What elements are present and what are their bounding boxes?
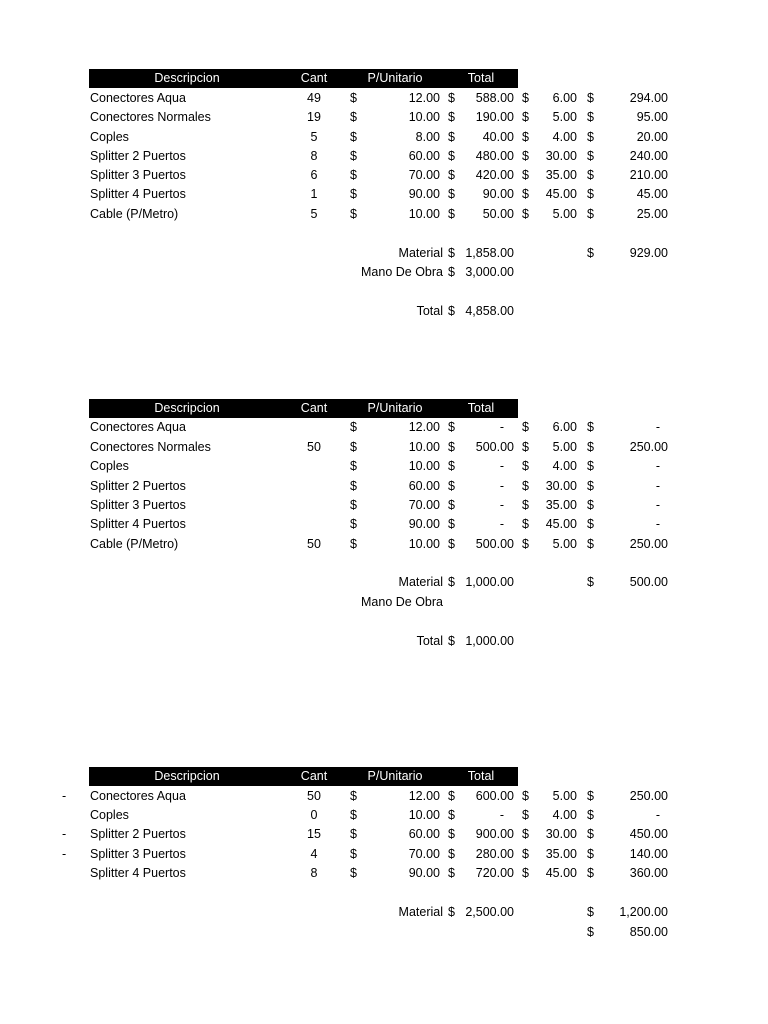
item-total: 588.00 — [475, 91, 514, 105]
item-unit-price: 60.00 — [408, 479, 440, 493]
item-total: - — [499, 808, 504, 822]
item-secondary-unit: 4.00 — [552, 130, 577, 144]
row-marker: - — [62, 847, 67, 861]
table-row — [0, 496, 768, 515]
item-total: 500.00 — [475, 537, 514, 551]
currency-symbol: $ — [448, 149, 455, 163]
item-description: Splitter 3 Puertos — [90, 498, 186, 512]
summary-value: 2,500.00 — [465, 905, 514, 919]
table-row — [0, 438, 768, 457]
item-description: Splitter 4 Puertos — [90, 517, 186, 531]
summary-label: Mano De Obra — [361, 595, 443, 609]
header-cant: Cant — [300, 401, 328, 415]
currency-symbol: $ — [522, 479, 529, 493]
row-marker — [62, 864, 72, 883]
item-description: Coples — [90, 459, 129, 473]
table-row — [0, 535, 768, 554]
item-secondary-total: - — [655, 517, 660, 531]
table-row — [0, 806, 768, 825]
item-total: - — [499, 420, 504, 434]
item-secondary-unit: 6.00 — [552, 420, 577, 434]
item-total: 500.00 — [475, 440, 514, 454]
currency-symbol: $ — [350, 459, 357, 473]
currency-symbol: $ — [448, 246, 455, 260]
currency-symbol: $ — [350, 808, 357, 822]
item-total: - — [499, 517, 504, 531]
item-quantity: 1 — [310, 187, 318, 201]
item-description: Conectores Aqua — [90, 91, 186, 105]
table-row — [0, 185, 768, 204]
item-total: - — [499, 479, 504, 493]
item-description: Splitter 3 Puertos — [90, 847, 186, 861]
summary-row — [0, 632, 768, 651]
item-quantity — [294, 457, 334, 476]
item-total: - — [499, 498, 504, 512]
currency-symbol: $ — [448, 168, 455, 182]
item-secondary-unit: 35.00 — [545, 847, 577, 861]
item-unit-price: 70.00 — [408, 498, 440, 512]
item-secondary-total: - — [655, 808, 660, 822]
currency-symbol: $ — [522, 847, 529, 861]
currency-symbol: $ — [448, 187, 455, 201]
currency-symbol: $ — [448, 440, 455, 454]
item-description: Conectores Aqua — [90, 789, 186, 803]
header-total: Total — [467, 769, 495, 783]
currency-symbol: $ — [350, 537, 357, 551]
item-secondary-unit: 45.00 — [545, 517, 577, 531]
currency-symbol: $ — [587, 110, 594, 124]
currency-symbol: $ — [350, 440, 357, 454]
item-description: Conectores Aqua — [90, 420, 186, 434]
table-row — [0, 89, 768, 108]
currency-symbol: $ — [350, 91, 357, 105]
header-descripcion: Descripcion — [154, 769, 220, 783]
table-row — [0, 864, 768, 883]
item-secondary-unit: 5.00 — [552, 789, 577, 803]
currency-symbol: $ — [350, 420, 357, 434]
item-description: Splitter 2 Puertos — [90, 479, 186, 493]
summary-label: Material — [398, 246, 443, 260]
currency-symbol: $ — [522, 827, 529, 841]
currency-symbol: $ — [448, 304, 455, 318]
currency-symbol: $ — [448, 575, 455, 589]
item-unit-price: 90.00 — [408, 866, 440, 880]
table-row — [0, 515, 768, 534]
item-secondary-total: 25.00 — [636, 207, 668, 221]
table-row — [0, 845, 768, 864]
currency-symbol: $ — [350, 149, 357, 163]
currency-symbol: $ — [448, 537, 455, 551]
item-unit-price: 10.00 — [408, 537, 440, 551]
summary-side-value: 850.00 — [629, 925, 668, 939]
item-secondary-unit: 5.00 — [552, 537, 577, 551]
item-secondary-total: 360.00 — [629, 866, 668, 880]
currency-symbol: $ — [587, 149, 594, 163]
item-secondary-unit: 5.00 — [552, 440, 577, 454]
header-p-unitario: P/Unitario — [367, 401, 423, 415]
currency-symbol: $ — [522, 110, 529, 124]
currency-symbol: $ — [587, 498, 594, 512]
item-total: 900.00 — [475, 827, 514, 841]
item-secondary-unit: 35.00 — [545, 498, 577, 512]
item-secondary-total: 250.00 — [629, 537, 668, 551]
currency-symbol: $ — [448, 91, 455, 105]
summary-label: Mano De Obra — [361, 265, 443, 279]
summary-row — [0, 593, 768, 612]
currency-symbol: $ — [448, 207, 455, 221]
item-description: Coples — [90, 808, 129, 822]
table-header — [0, 69, 768, 88]
table-row — [0, 166, 768, 185]
currency-symbol: $ — [448, 808, 455, 822]
currency-symbol: $ — [587, 479, 594, 493]
summary-value: 1,000.00 — [465, 575, 514, 589]
currency-symbol: $ — [350, 847, 357, 861]
item-secondary-total: - — [655, 479, 660, 493]
item-description: Cable (P/Metro) — [90, 537, 179, 551]
item-unit-price: 10.00 — [408, 207, 440, 221]
summary-value: 4,858.00 — [465, 304, 514, 318]
table-row — [0, 418, 768, 437]
table-row — [0, 457, 768, 476]
currency-symbol: $ — [587, 246, 594, 260]
currency-symbol: $ — [448, 866, 455, 880]
currency-symbol: $ — [448, 517, 455, 531]
currency-symbol: $ — [587, 91, 594, 105]
currency-symbol: $ — [522, 130, 529, 144]
item-secondary-total: - — [655, 459, 660, 473]
item-quantity: 8 — [310, 149, 318, 163]
item-secondary-total: 20.00 — [636, 130, 668, 144]
item-secondary-unit: 45.00 — [545, 866, 577, 880]
item-unit-price: 10.00 — [408, 459, 440, 473]
summary-side-value: 929.00 — [629, 246, 668, 260]
header-p-unitario: P/Unitario — [367, 71, 423, 85]
row-marker: - — [62, 789, 67, 803]
item-description: Splitter 4 Puertos — [90, 866, 186, 880]
item-secondary-total: 250.00 — [629, 789, 668, 803]
currency-symbol: $ — [448, 479, 455, 493]
summary-side-value: 1,200.00 — [619, 905, 668, 919]
item-quantity: 50 — [307, 789, 321, 803]
currency-symbol: $ — [522, 866, 529, 880]
row-marker: - — [62, 827, 67, 841]
table-row — [0, 108, 768, 127]
currency-symbol: $ — [522, 149, 529, 163]
currency-symbol: $ — [350, 789, 357, 803]
item-description: Splitter 4 Puertos — [90, 187, 186, 201]
table-row — [0, 205, 768, 224]
item-description: Cable (P/Metro) — [90, 207, 179, 221]
header-descripcion: Descripcion — [154, 71, 220, 85]
table-row — [0, 477, 768, 496]
item-total: 600.00 — [475, 789, 514, 803]
item-secondary-total: 45.00 — [636, 187, 668, 201]
item-quantity: 4 — [310, 847, 318, 861]
summary-value: 3,000.00 — [465, 265, 514, 279]
summary-row — [0, 923, 768, 942]
currency-symbol: $ — [587, 537, 594, 551]
item-secondary-unit: 30.00 — [545, 827, 577, 841]
item-secondary-total: 450.00 — [629, 827, 668, 841]
currency-symbol: $ — [448, 459, 455, 473]
currency-symbol: $ — [587, 517, 594, 531]
currency-symbol: $ — [448, 827, 455, 841]
currency-symbol: $ — [350, 207, 357, 221]
header-p-unitario: P/Unitario — [367, 769, 423, 783]
item-unit-price: 90.00 — [408, 517, 440, 531]
currency-symbol: $ — [448, 789, 455, 803]
item-total: 190.00 — [475, 110, 514, 124]
summary-label: Material — [398, 575, 443, 589]
currency-symbol: $ — [522, 537, 529, 551]
item-secondary-total: 210.00 — [629, 168, 668, 182]
currency-symbol: $ — [587, 925, 594, 939]
header-total: Total — [467, 401, 495, 415]
item-unit-price: 12.00 — [408, 789, 440, 803]
currency-symbol: $ — [587, 847, 594, 861]
header-descripcion: Descripcion — [154, 401, 220, 415]
currency-symbol: $ — [522, 168, 529, 182]
currency-symbol: $ — [350, 479, 357, 493]
item-quantity: 8 — [310, 866, 318, 880]
currency-symbol: $ — [350, 168, 357, 182]
currency-symbol: $ — [448, 847, 455, 861]
item-unit-price: 90.00 — [408, 187, 440, 201]
summary-value: 1,858.00 — [465, 246, 514, 260]
item-description: Conectores Normales — [90, 440, 211, 454]
item-unit-price: 70.00 — [408, 847, 440, 861]
currency-symbol: $ — [587, 905, 594, 919]
item-unit-price: 60.00 — [408, 149, 440, 163]
item-secondary-unit: 5.00 — [552, 110, 577, 124]
item-secondary-unit: 4.00 — [552, 808, 577, 822]
currency-symbol: $ — [522, 498, 529, 512]
summary-row — [0, 573, 768, 592]
header-cant: Cant — [300, 71, 328, 85]
item-secondary-total: - — [655, 498, 660, 512]
item-secondary-unit: 30.00 — [545, 479, 577, 493]
currency-symbol: $ — [350, 498, 357, 512]
currency-symbol: $ — [448, 130, 455, 144]
currency-symbol: $ — [587, 827, 594, 841]
currency-symbol: $ — [350, 517, 357, 531]
item-quantity: 0 — [310, 808, 318, 822]
item-secondary-total: 250.00 — [629, 440, 668, 454]
item-description: Splitter 3 Puertos — [90, 168, 186, 182]
item-secondary-unit: 30.00 — [545, 149, 577, 163]
currency-symbol: $ — [350, 866, 357, 880]
currency-symbol: $ — [587, 420, 594, 434]
currency-symbol: $ — [587, 168, 594, 182]
item-unit-price: 12.00 — [408, 91, 440, 105]
currency-symbol: $ — [522, 517, 529, 531]
currency-symbol: $ — [522, 459, 529, 473]
currency-symbol: $ — [587, 130, 594, 144]
item-quantity: 15 — [307, 827, 321, 841]
item-total: - — [499, 459, 504, 473]
item-secondary-unit: 6.00 — [552, 91, 577, 105]
item-secondary-unit: 5.00 — [552, 207, 577, 221]
item-description: Splitter 2 Puertos — [90, 149, 186, 163]
item-secondary-total: 140.00 — [629, 847, 668, 861]
item-quantity: 5 — [310, 207, 318, 221]
summary-label: Material — [398, 905, 443, 919]
currency-symbol: $ — [350, 187, 357, 201]
item-unit-price: 10.00 — [408, 440, 440, 454]
currency-symbol: $ — [587, 789, 594, 803]
item-description: Splitter 2 Puertos — [90, 827, 186, 841]
item-description: Conectores Normales — [90, 110, 211, 124]
item-unit-price: 10.00 — [408, 808, 440, 822]
item-total: 480.00 — [475, 149, 514, 163]
header-cant: Cant — [300, 769, 328, 783]
summary-label: Total — [416, 304, 443, 318]
item-total: 420.00 — [475, 168, 514, 182]
item-quantity — [294, 496, 334, 515]
item-secondary-unit: 4.00 — [552, 459, 577, 473]
item-description: Coples — [90, 130, 129, 144]
currency-symbol: $ — [587, 808, 594, 822]
item-quantity — [294, 515, 334, 534]
currency-symbol: $ — [522, 91, 529, 105]
item-secondary-unit: 45.00 — [545, 187, 577, 201]
table-header — [0, 767, 768, 786]
table-row — [0, 128, 768, 147]
summary-row — [0, 903, 768, 922]
table-row — [0, 147, 768, 166]
currency-symbol: $ — [522, 808, 529, 822]
item-unit-price: 8.00 — [415, 130, 440, 144]
item-total: 90.00 — [482, 187, 514, 201]
item-secondary-total: 95.00 — [636, 110, 668, 124]
currency-symbol: $ — [448, 634, 455, 648]
currency-symbol: $ — [522, 440, 529, 454]
item-quantity: 50 — [307, 537, 321, 551]
currency-symbol: $ — [522, 187, 529, 201]
item-quantity: 5 — [310, 130, 318, 144]
item-quantity — [294, 418, 334, 437]
currency-symbol: $ — [448, 110, 455, 124]
item-quantity: 49 — [307, 91, 321, 105]
item-total: 280.00 — [475, 847, 514, 861]
item-total: 720.00 — [475, 866, 514, 880]
currency-symbol: $ — [448, 905, 455, 919]
currency-symbol: $ — [448, 265, 455, 279]
summary-row — [0, 302, 768, 321]
summary-row — [0, 263, 768, 282]
table-header — [0, 399, 768, 418]
row-marker — [62, 806, 72, 825]
summary-side-value: 500.00 — [629, 575, 668, 589]
currency-symbol: $ — [350, 827, 357, 841]
currency-symbol: $ — [587, 187, 594, 201]
table-row — [0, 787, 768, 806]
item-quantity: 6 — [310, 168, 318, 182]
currency-symbol: $ — [448, 420, 455, 434]
summary-row — [0, 244, 768, 263]
item-unit-price: 10.00 — [408, 110, 440, 124]
summary-label: Total — [416, 634, 443, 648]
currency-symbol: $ — [587, 575, 594, 589]
currency-symbol: $ — [587, 207, 594, 221]
item-unit-price: 60.00 — [408, 827, 440, 841]
table-row — [0, 825, 768, 844]
currency-symbol: $ — [587, 459, 594, 473]
currency-symbol: $ — [522, 420, 529, 434]
summary-value: 1,000.00 — [465, 634, 514, 648]
item-total: 50.00 — [482, 207, 514, 221]
item-quantity: 19 — [307, 110, 321, 124]
item-unit-price: 70.00 — [408, 168, 440, 182]
item-secondary-total: 240.00 — [629, 149, 668, 163]
item-quantity: 50 — [307, 440, 321, 454]
header-total: Total — [467, 71, 495, 85]
currency-symbol: $ — [448, 498, 455, 512]
currency-symbol: $ — [522, 207, 529, 221]
item-secondary-total: 294.00 — [629, 91, 668, 105]
currency-symbol: $ — [587, 866, 594, 880]
item-quantity — [294, 477, 334, 496]
item-unit-price: 12.00 — [408, 420, 440, 434]
currency-symbol: $ — [350, 130, 357, 144]
item-total: 40.00 — [482, 130, 514, 144]
item-secondary-unit: 35.00 — [545, 168, 577, 182]
item-secondary-total: - — [655, 420, 660, 434]
currency-symbol: $ — [522, 789, 529, 803]
currency-symbol: $ — [350, 110, 357, 124]
currency-symbol: $ — [587, 440, 594, 454]
